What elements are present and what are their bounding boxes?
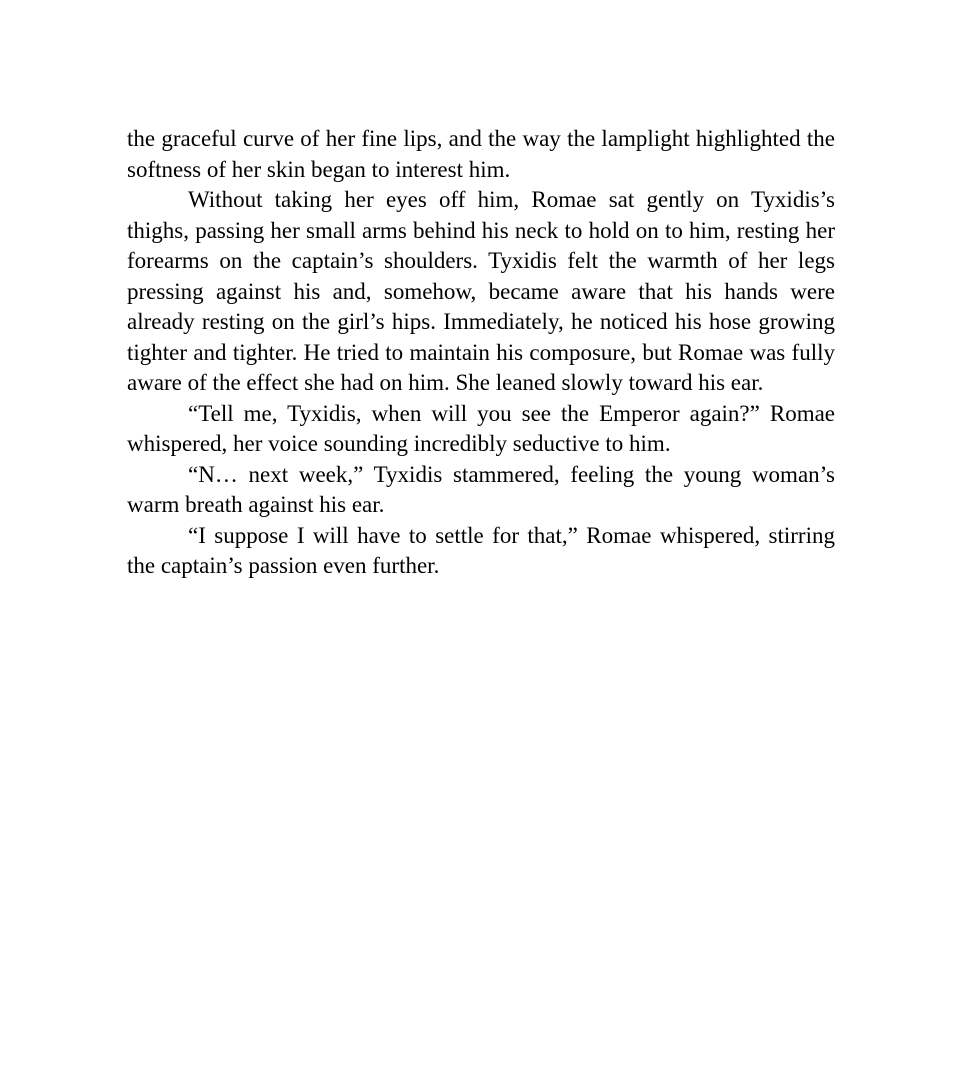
paragraph: “I suppose I will have to settle for that,” Romae whispered, stirring the captain’s passion even further. (127, 522, 835, 578)
text-page (127, 124, 835, 582)
paragraph: “N… next week,” Tyxidis stammered, feeling the young woman’s warm breath against his ear. (127, 461, 835, 517)
paragraph: “Tell me, Tyxidis, when will you see the Emperor again?” Romae whispered, her voice sounding incredibly seductive to him. (127, 400, 835, 456)
paragraph: the graceful curve of her fine lips, and the way the lamplight highlighted the softness of her skin began to interest him. (127, 126, 835, 182)
paragraph: Without taking her eyes off him, Romae sat gently on Tyxidis’s thighs, passing her small arms behind his neck to hold on to him, resting her forearms on the captain’s shoulders. Tyxidis felt the warmth of her legs pressing against his and, somehow, became aware that his hands were already resting on the girl’s hips. Immediately, he noticed his hose growing tighter and tighter. He tried to maintain his composure, but Romae was fully aware of the effect she had on him. She leaned slowly toward his ear. (127, 187, 835, 395)
